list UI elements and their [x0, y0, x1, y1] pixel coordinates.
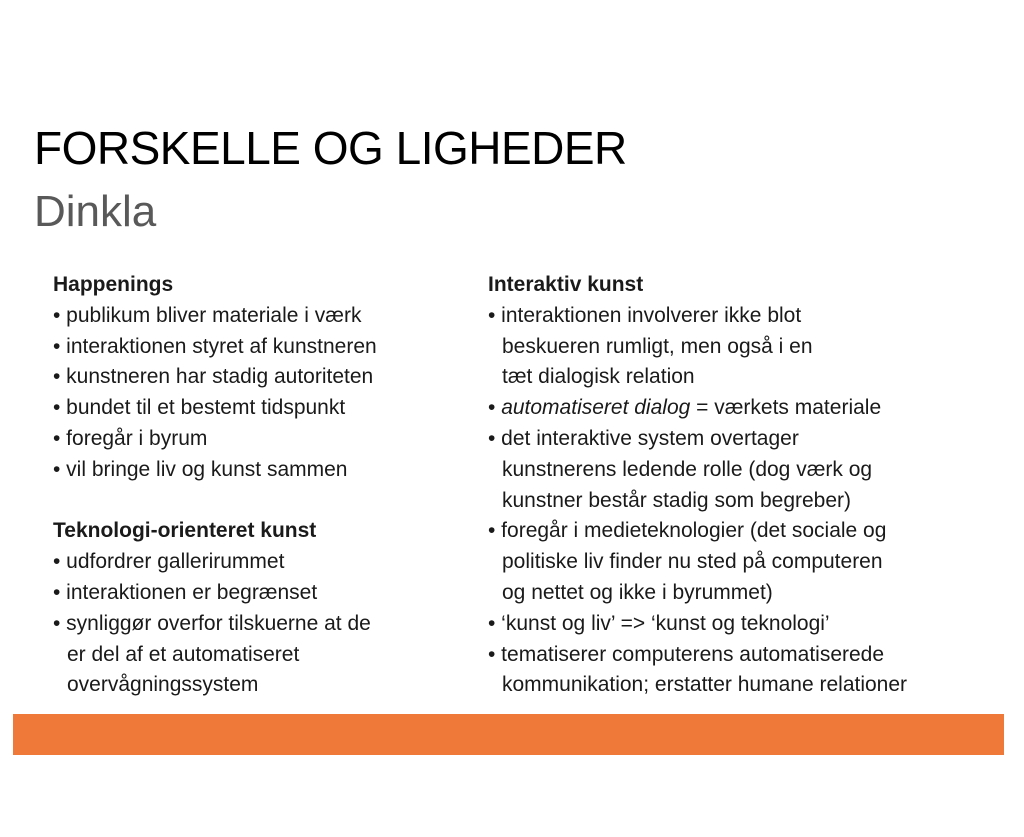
interactive-art-bullet: • ‘kunst og liv’ => ‘kunst og teknologi’: [488, 611, 830, 635]
section-spacer: [53, 486, 473, 517]
left-column: [53, 270, 473, 701]
tech-art-bullet-continuation: overvågningssystem: [67, 673, 259, 697]
footer-text: Digital æstetik i teori og praksis :: OPLEVELSESDESIGN :: 18.03.10 :: Anne Sophie Witzke: [46, 766, 758, 785]
interactive-art-bullet-continuation: politiske liv finder nu sted på computeren: [502, 550, 883, 574]
tech-art-bullet-continuation: er del af et automatiseret: [67, 642, 300, 666]
slide-subtitle: Dinkla: [34, 187, 157, 236]
happenings-bullet: • interaktionen styret af kunstneren: [53, 334, 377, 358]
interactive-art-bullet: • interaktionen involverer ikke blot: [488, 303, 802, 327]
happenings-bullet: • publikum bliver materiale i værk: [53, 303, 362, 327]
interactive-art-bullet-continuation: kunstner består stadig som begreber): [502, 488, 852, 512]
tech-art-bullet: • interaktionen er begrænset: [53, 580, 318, 604]
interactive-art-bullet-continuation: tæt dialogisk relation: [502, 365, 695, 389]
happenings-bullet: • foregår i byrum: [53, 426, 208, 450]
interactive-art-bullet-continuation: kommunikation; erstatter humane relationer: [502, 673, 908, 697]
tech-art-bullet: • synliggør overfor tilskuerne at de: [53, 611, 371, 635]
interactive-art-bullet-continuation: og nettet og ikke i byrummet): [502, 580, 773, 604]
interactive-art-bullet-continuation: kunstnerens ledende rolle (dog værk og: [502, 457, 873, 481]
emphasized-term: automatiseret dialog: [501, 396, 691, 420]
happenings-bullet: • kunstneren har stadig autoriteten: [53, 365, 374, 389]
happenings-bullet: • vil bringe liv og kunst sammen: [53, 457, 348, 481]
interactive-art-bullet: • tematiserer computerens automatiserede: [488, 642, 885, 666]
tech-art-bullet: • udfordrer gallerirummet: [53, 550, 285, 574]
interactive-art-bullet: [488, 393, 1018, 424]
slide-title: FORSKELLE OG LIGHEDER: [34, 122, 627, 174]
bullet-marker: •: [488, 396, 502, 420]
bullet-text: = værkets materiale: [690, 396, 882, 420]
interactive-art-heading: Interaktiv kunst: [488, 273, 644, 296]
interactive-art-bullet-continuation: beskueren rumligt, men også i en: [502, 334, 813, 358]
happenings-bullet: • bundet til et bestemt tidspunkt: [53, 396, 346, 420]
happenings-heading: Happenings: [53, 273, 174, 296]
footer-bar: [13, 714, 1004, 785]
interactive-art-bullet: • foregår i medieteknologier (det sociale og: [488, 519, 887, 543]
right-column: [488, 270, 1018, 701]
interactive-art-bullet: • det interaktive system overtager: [488, 426, 799, 450]
tech-art-heading: Teknologi-orienteret kunst: [53, 519, 317, 543]
